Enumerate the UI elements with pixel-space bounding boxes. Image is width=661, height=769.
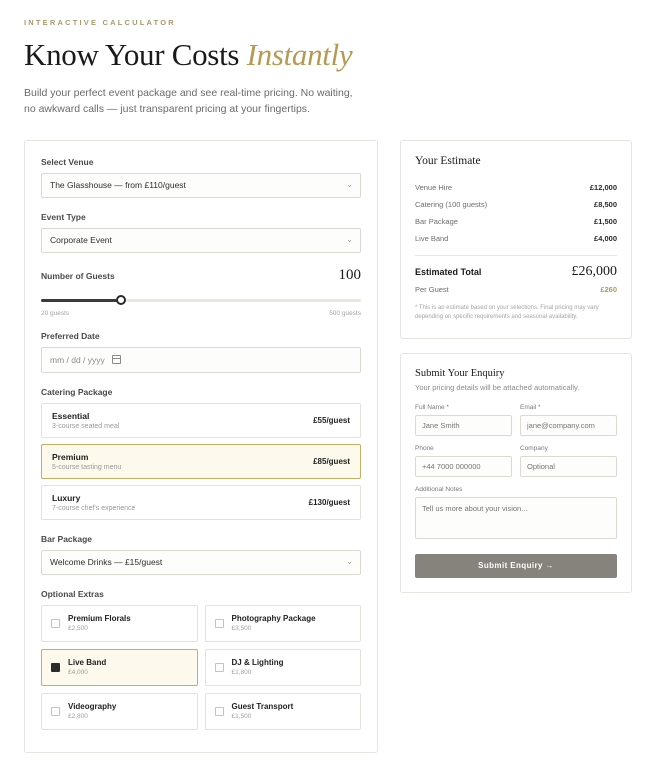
catering-option-name: Premium	[52, 451, 89, 462]
chevron-down-icon: ⌄	[346, 557, 353, 567]
optional-extras-field	[41, 589, 361, 730]
divider	[415, 255, 617, 256]
checkbox-icon[interactable]	[215, 663, 224, 672]
extra-price: £2,800	[68, 713, 88, 721]
estimate-total-row	[415, 264, 617, 280]
name-email-row	[415, 404, 617, 436]
estimate-line	[415, 196, 617, 213]
catering-option-essential[interactable]	[41, 403, 361, 438]
full-name-field	[415, 404, 512, 436]
page-title	[24, 37, 637, 73]
summary-column	[400, 140, 632, 593]
estimate-line-value: £8,500	[594, 199, 617, 209]
estimate-line	[415, 230, 617, 247]
guest-count-value: 100	[338, 266, 361, 283]
extra-guest-transport[interactable]	[205, 693, 362, 730]
extra-text	[68, 614, 131, 632]
extra-price: £2,500	[68, 625, 88, 633]
checkbox-icon[interactable]	[215, 619, 224, 628]
submit-enquiry-button[interactable]: Submit Enquiry →	[415, 554, 617, 578]
extra-videography[interactable]	[41, 693, 198, 730]
catering-option-desc: 7-course chef's experience	[52, 504, 136, 512]
catering-option-name: Luxury	[52, 492, 81, 503]
configurator-column	[24, 140, 378, 753]
estimate-title: Your Estimate	[415, 154, 481, 167]
bar-package-label: Bar Package	[41, 533, 93, 544]
catering-option-premium[interactable]	[41, 444, 361, 479]
checkbox-icon[interactable]	[51, 707, 60, 716]
extra-name: Guest Transport	[231, 702, 294, 712]
phone-label: Phone	[415, 444, 434, 452]
guest-count-label: Number of Guests	[41, 270, 115, 281]
date-field	[41, 331, 361, 373]
event-type-select-wrap	[41, 228, 361, 253]
catering-option-name: Essential	[52, 410, 90, 421]
per-guest-label: Per Guest	[415, 284, 449, 294]
catering-option-desc: 5-course tasting menu	[52, 463, 122, 471]
extra-price: £1,800	[231, 669, 252, 677]
estimate-card	[400, 140, 632, 339]
catering-option-price: £55/guest	[313, 415, 350, 425]
slider-min-label: 20 guests	[41, 309, 70, 317]
notes-textarea[interactable]	[415, 497, 617, 539]
company-label: Company	[520, 444, 548, 452]
estimate-line-value: £12,000	[589, 182, 617, 192]
full-name-label: Full Name *	[415, 403, 449, 411]
bar-package-field	[41, 534, 361, 575]
catering-option-desc: 3-course seated meal	[52, 422, 120, 430]
extra-text	[232, 658, 284, 676]
checkbox-checked-icon[interactable]	[51, 663, 60, 672]
phone-field	[415, 445, 512, 477]
extra-name: Photography Package	[231, 614, 316, 624]
extra-text	[232, 702, 294, 720]
event-type-label: Event Type	[41, 211, 86, 222]
phone-input[interactable]	[415, 456, 512, 477]
estimate-line-label: Live Band	[415, 233, 449, 243]
email-input[interactable]	[520, 415, 617, 436]
extra-live-band[interactable]	[41, 649, 198, 686]
extra-name: DJ & Lighting	[231, 658, 284, 668]
date-label: Preferred Date	[41, 330, 100, 341]
bar-package-select-wrap	[41, 550, 361, 575]
event-type-field	[41, 212, 361, 253]
estimate-total-value: £26,000	[571, 263, 617, 279]
notes-field	[415, 486, 617, 544]
checkbox-icon[interactable]	[51, 619, 60, 628]
extra-price: £3,500	[231, 625, 252, 633]
estimate-line-label: Venue Hire	[415, 182, 453, 192]
full-name-input[interactable]	[415, 415, 512, 436]
slider-max-label: 500 guests	[329, 309, 361, 317]
slider-fill	[41, 299, 121, 302]
email-field	[520, 404, 617, 436]
optional-extras-grid	[41, 605, 361, 730]
extra-text	[232, 614, 316, 632]
per-guest-value: £260	[600, 284, 617, 294]
catering-label: Catering Package	[41, 386, 113, 397]
calendar-icon[interactable]	[112, 355, 121, 364]
extra-premium-florals[interactable]	[41, 605, 198, 642]
catering-option-text	[52, 452, 121, 471]
chevron-down-icon: ⌄	[346, 180, 353, 190]
estimate-line	[415, 179, 617, 196]
extra-dj-lighting[interactable]	[205, 649, 362, 686]
extra-name: Premium Florals	[68, 614, 131, 624]
checkbox-icon[interactable]	[215, 707, 224, 716]
extra-name: Live Band	[68, 658, 107, 668]
guest-count-slider[interactable]	[41, 294, 361, 308]
venue-select-wrap	[41, 173, 361, 198]
email-label: Email *	[520, 403, 541, 411]
estimate-disclaimer: * This is an estimate based on your selections. Final pricing may vary depending on specific requirements and seasonal availability.	[415, 304, 599, 320]
catering-option-price: £85/guest	[313, 456, 350, 466]
extra-name: Videography	[68, 702, 117, 712]
notes-label: Additional Notes	[415, 485, 463, 493]
catering-option-luxury[interactable]	[41, 485, 361, 520]
eyebrow-label: INTERACTIVE CALCULATOR	[24, 18, 176, 27]
content-columns	[24, 140, 637, 753]
extra-text	[68, 702, 116, 720]
estimate-line-label: Catering (100 guests)	[415, 199, 488, 209]
guest-count-row	[41, 267, 361, 284]
optional-extras-label: Optional Extras	[41, 588, 104, 599]
date-input[interactable]	[41, 347, 361, 373]
venue-label: Select Venue	[41, 156, 94, 167]
per-guest-row	[415, 285, 617, 294]
company-field	[520, 445, 617, 477]
slider-range-labels	[41, 310, 361, 317]
enquiry-subtitle: Your pricing details will be attached automatically.	[415, 382, 580, 392]
event-type-select[interactable]: Corporate Event	[41, 228, 361, 253]
catering-option-price: £130/guest	[308, 497, 350, 507]
configurator-card	[24, 140, 378, 753]
estimate-line-value: £1,500	[594, 216, 617, 226]
page-title-main: Know Your Costs	[24, 37, 240, 72]
catering-option-text	[52, 411, 119, 430]
bar-package-select[interactable]: Welcome Drinks — £15/guest	[41, 550, 361, 575]
extra-price: £4,000	[68, 669, 88, 677]
estimate-line-value: £4,000	[594, 233, 617, 243]
extra-photography-package[interactable]	[205, 605, 362, 642]
guest-count-field	[41, 267, 361, 317]
date-placeholder: mm / dd / yyyy	[50, 354, 105, 365]
catering-option-text	[52, 493, 135, 512]
company-input[interactable]	[520, 456, 617, 477]
enquiry-title: Submit Your Enquiry	[415, 367, 505, 379]
venue-field	[41, 157, 361, 198]
extra-price: £1,500	[231, 713, 252, 721]
phone-company-row	[415, 445, 617, 477]
venue-select[interactable]: The Glasshouse — from £110/guest	[41, 173, 361, 198]
estimate-line-label: Bar Package	[415, 216, 458, 226]
slider-handle[interactable]	[116, 295, 126, 305]
estimate-total-label: Estimated Total	[415, 266, 482, 277]
extra-text	[68, 658, 106, 676]
estimate-line	[415, 213, 617, 230]
enquiry-card	[400, 353, 632, 593]
catering-field	[41, 387, 361, 520]
page-title-accent: Instantly	[246, 37, 353, 72]
chevron-down-icon: ⌄	[346, 235, 353, 245]
page-subheading: Build your perfect event package and see real-time pricing. No waiting, no awkward calls — just transparent pricing at your fingertips.	[24, 87, 353, 116]
